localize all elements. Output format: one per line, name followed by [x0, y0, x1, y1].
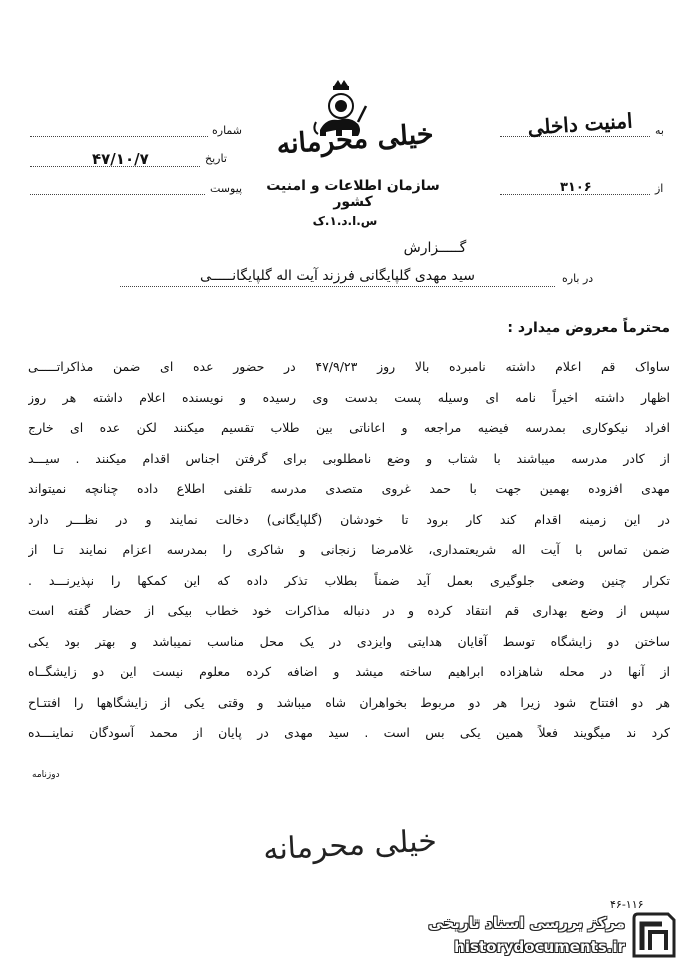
internal-security-stamp: امنیت داخلی	[526, 108, 634, 140]
report-body	[28, 352, 670, 749]
subject-line: سید مهدی گلپایگانی فرزند آیت اله گلپایگانـــــی	[120, 268, 555, 287]
body-line: در این زمینه اقدام کند کار برود تا خودشان (گلپایگانی) دخالت نمایند و در نظـــر دارد	[28, 511, 670, 527]
body-line: سپس از وضع بهداری قم انتقاد کرده و در دنباله مذاکرات خود خطاب بیکی از حضار گفته است	[28, 603, 670, 618]
body-line: از کادر مدرسه میباشند با شتاب و وضع نامطلوبی برای گرفتن اجناس اقدام میکنند . سیـــد	[28, 450, 670, 466]
closing-classification-stamp: خیلی محرمانه	[262, 823, 438, 868]
salutation: محترماً معروض میدارد :	[507, 320, 670, 336]
letterhead-title: خیلی محرمانه	[275, 118, 435, 161]
body-line: اظهار داشته اخیراً نامه ای وسیله پست بدست وی رسیده و نویسنده اعلام داشته هر روز	[28, 389, 670, 405]
body-line: افراد نیکوکاری بمدرسه فیضیه مراجعه و اعاناتی بین طلاب تقسیم میکنند لکن عده ای خارج	[28, 420, 670, 435]
body-line: مهدی افزوده بهمین جهت با حمد غروی متصدی مدرسه تلفنی اطلاع داده چنانچه نمیتواند	[28, 481, 670, 496]
date-line	[30, 166, 200, 167]
footer-document-number: ۴۶-۱۱۶	[610, 898, 644, 911]
letterhead-subtitle: سازمان اطلاعات و امنیت کشور	[266, 178, 440, 210]
to-label: به	[655, 124, 664, 137]
body-line: ساختن دو زایشگاه توسط آقایان هدایتی وایزدی در یک محل مناسب نمیباشد و بهتر بود یکی	[28, 633, 670, 649]
body-line: تکرار چنین وضعی جلوگیری بعمل آید ضمناً بطلاب تذکر داده که این کمکها را نپذیرنـــد .	[28, 572, 670, 588]
report-title: گـــــزارش	[403, 240, 467, 256]
attachment-label: پیوست	[210, 182, 243, 195]
handwritten-insert: دوزنامه	[32, 770, 60, 780]
from-value: ۳۱۰۶	[560, 180, 592, 195]
subject-label: در باره	[562, 272, 594, 285]
attachment-line	[30, 194, 205, 195]
from-line	[500, 194, 650, 195]
number-line	[30, 136, 208, 137]
date-label: تاریخ	[205, 152, 227, 165]
letterhead-code: س.ا.د.۱.ک	[312, 214, 378, 228]
body-line: کرد ند میگویند فعلاً همین یکی بس است . سید مهدی در پایان از محمد آسودگان نماینـــده	[28, 725, 670, 740]
date-value: ۴۷/۱۰/۷	[92, 150, 149, 168]
body-line: هر دو افتتاح شود زیرا هر دو مربوط بخواهران شاه میباشد و وقتی یکی از زایشگاهها را افتتـاح	[28, 694, 670, 710]
body-line: ضمن تماس با آیت اله شریعتمداری، غلامرضا زنجانی و شاکری را بمدرسه اعزام نمایند تـا از	[28, 542, 670, 557]
watermark-url: historydocuments.ir	[454, 938, 625, 956]
number-label: شماره	[212, 124, 243, 137]
from-label: از	[655, 182, 664, 195]
body-line: ساواک قم اعلام داشته نامبرده بالا روز ۴۷/۹/۲۳ در حضور عده ای ضمن مذاکراتـــــی	[28, 359, 670, 374]
archive-logo-icon	[628, 910, 680, 960]
watermark-archive-name: مرکز بررسی اسناد تاریخی	[428, 914, 625, 932]
body-line: از آنها در محله شاهزاده ابراهیم ساخته میشد و اضافه کرده معلوم نیست این دو زایشگــاه	[28, 664, 670, 679]
